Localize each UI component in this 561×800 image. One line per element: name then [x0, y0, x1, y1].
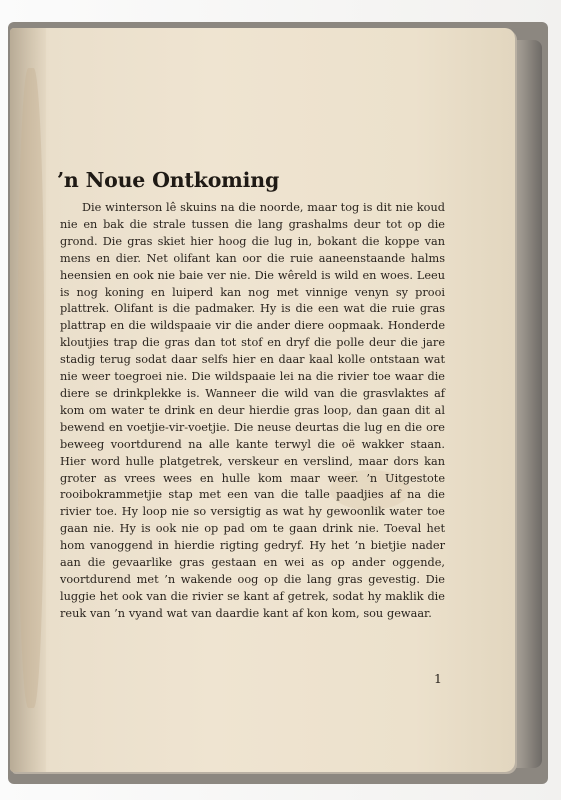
book-spine-tape: [10, 28, 46, 772]
paragraph: Die winterson lê skuins na die noorde, maar tog is dit nie koud nie en bak die strale tussen die lang grashalms deur tot op die grond. Die gras skiet hier hoog die lug in, bokant die koppe van mens en dier. Net olifant kan oor die ruie aaneenstaande halms heensien en ook nie baie ver nie. Die wêreld is wild en woes. Leeu is nog koning en luiperd kan nog met vinnige venyn sy prooi plattrek. Olifant is die padmaker. Hy is die een wat die ruie gras plattrap en die wildspaaie vir die ander diere oopmaak. Honderde kloutjies trap die gras dan tot stof en dryf die polle deur die jare stadig terug sodat daar selfs hier en daar kaal kolle ontstaan wat nie weer toegroei nie. Die wildspaaie lei na die rivier toe waar die diere se drinkplekke is. Wanneer die wild van die grasvlaktes af kom om water te drink en deur hierdie gras loop, dan gaan dit al bewend en voetjie-vir-voetjie. Die neuse deurtas die lug en die ore beweeg voortdurend na alle kante terwyl die oë wakker staan. Hier word hulle platgetrek, verskeur en verslind, maar dors kan groter as vrees wees en hulle kom maar weer. ’n Uitgestote rooibokrammetjie stap met een van die talle paadjies af na die rivier toe. Hy loop nie so versigtig as wat hy gewoonlik water toe gaan nie. Hy is ook nie op pad om te gaan drink nie. Toeval het hom vanoggend in hierdie rigting gedryf. Hy het ’n bietjie nader aan die gevaarlike gras gestaan en wei as op ander oggende, voortdurend met ’n wakende oog op die lang gras gevestig. Die luggie het ook van die rivier se kant af getrek, sodat hy maklik die reuk van ’n vyand wat van daardie kant af kon kom, sou gewaar.: [60, 201, 445, 620]
page-content: [57, 168, 445, 623]
body-text: [60, 200, 445, 623]
chapter-title: ’n Noue Ontkoming: [57, 168, 280, 192]
page-number: 1: [434, 671, 442, 686]
